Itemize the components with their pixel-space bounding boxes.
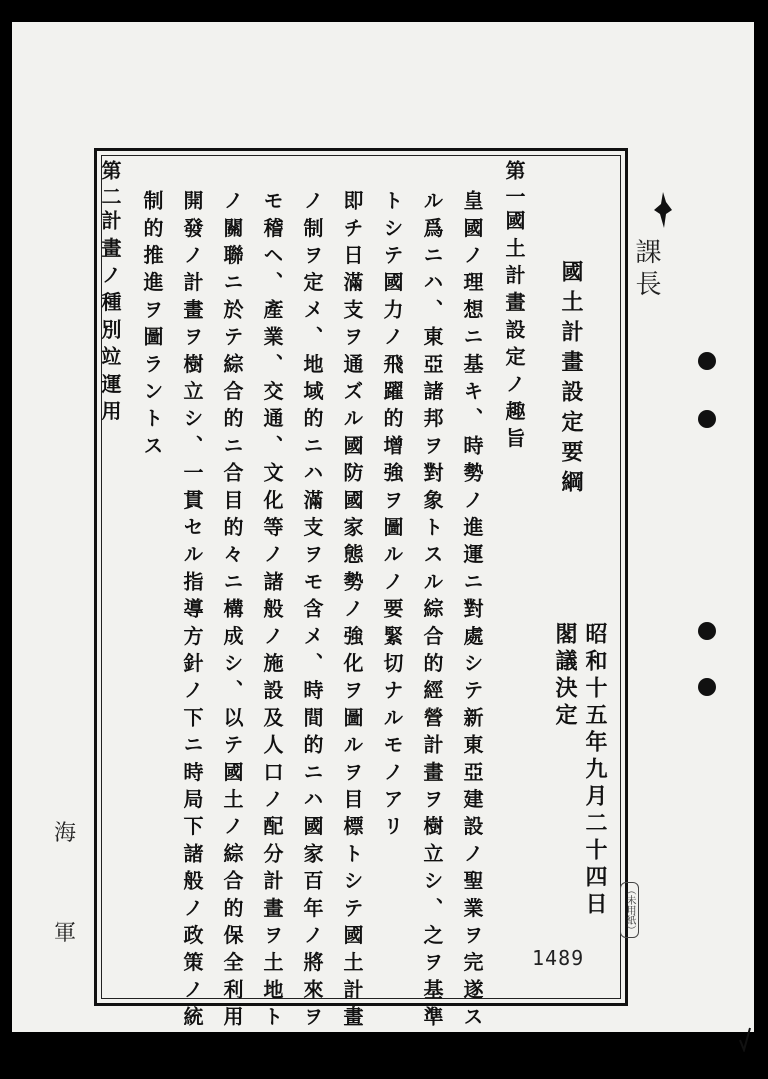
text-column: 制的推進ヲ圖ラントス bbox=[140, 190, 164, 462]
margin-label-bottom: 軍 bbox=[54, 921, 77, 946]
paper-note: （未用紙） bbox=[620, 882, 639, 938]
text-column: ノ關聯ニ於テ綜合的ニ合目的々ニ構成シ、以テ國土ノ綜合的保全利用 bbox=[220, 190, 244, 1034]
text-column: ル爲ニハ、東亞諸邦ヲ對象トスル綜合的經營計畫ヲ樹立シ、之ヲ基準 bbox=[420, 190, 444, 1034]
date-line: 昭和十五年九月二十四日 bbox=[582, 622, 608, 919]
binding-hole-marker bbox=[698, 352, 716, 370]
section-title-2: 計畫ノ種別竝運用 bbox=[98, 210, 122, 428]
document-page bbox=[12, 22, 754, 1032]
text-column: 即チ日滿支ヲ通ズル國防國家態勢ノ強化ヲ圖ルヲ目標トシテ國土計畫 bbox=[340, 190, 364, 1034]
binding-hole-marker bbox=[698, 410, 716, 428]
margin-label-top: 海 bbox=[54, 821, 77, 846]
binding-hole-marker bbox=[698, 678, 716, 696]
text-column: 皇國ノ理想ニ基キ、時勢ノ進運ニ對處シテ新東亞建設ノ聖業ヲ完遂ス bbox=[460, 190, 484, 1034]
decision-line: 閣議決定 bbox=[552, 622, 578, 730]
binding-hole-marker bbox=[698, 622, 716, 640]
stamp-label: 課長 bbox=[631, 238, 661, 302]
section-heading-2: 第二 bbox=[98, 160, 122, 212]
check-mark-icon bbox=[738, 1026, 752, 1052]
page-number: 1489 bbox=[532, 946, 585, 970]
section-title-1: 國土計畫設定ノ趣旨 bbox=[502, 210, 526, 455]
document-title: 國土計畫設定要綱 bbox=[558, 260, 584, 500]
text-column: 開發ノ計畫ヲ樹立シ、一貫セル指導方針ノ下ニ時局下諸般ノ政策ノ統 bbox=[180, 190, 204, 1034]
text-column: ノ制ヲ定メ、地域的ニハ滿支ヲモ含メ、時間的ニハ國家百年ノ將來ヲ bbox=[300, 190, 324, 1034]
text-column: トシテ國力ノ飛躍的增強ヲ圖ルノ要緊切ナルモノアリ bbox=[380, 190, 404, 843]
ink-mark-icon bbox=[652, 190, 674, 230]
section-heading-1: 第一 bbox=[502, 160, 526, 212]
text-column: モ稽ヘ、產業、交通、文化等ノ諸般ノ施設及人口ノ配分計畫ヲ土地ト bbox=[260, 190, 284, 1034]
